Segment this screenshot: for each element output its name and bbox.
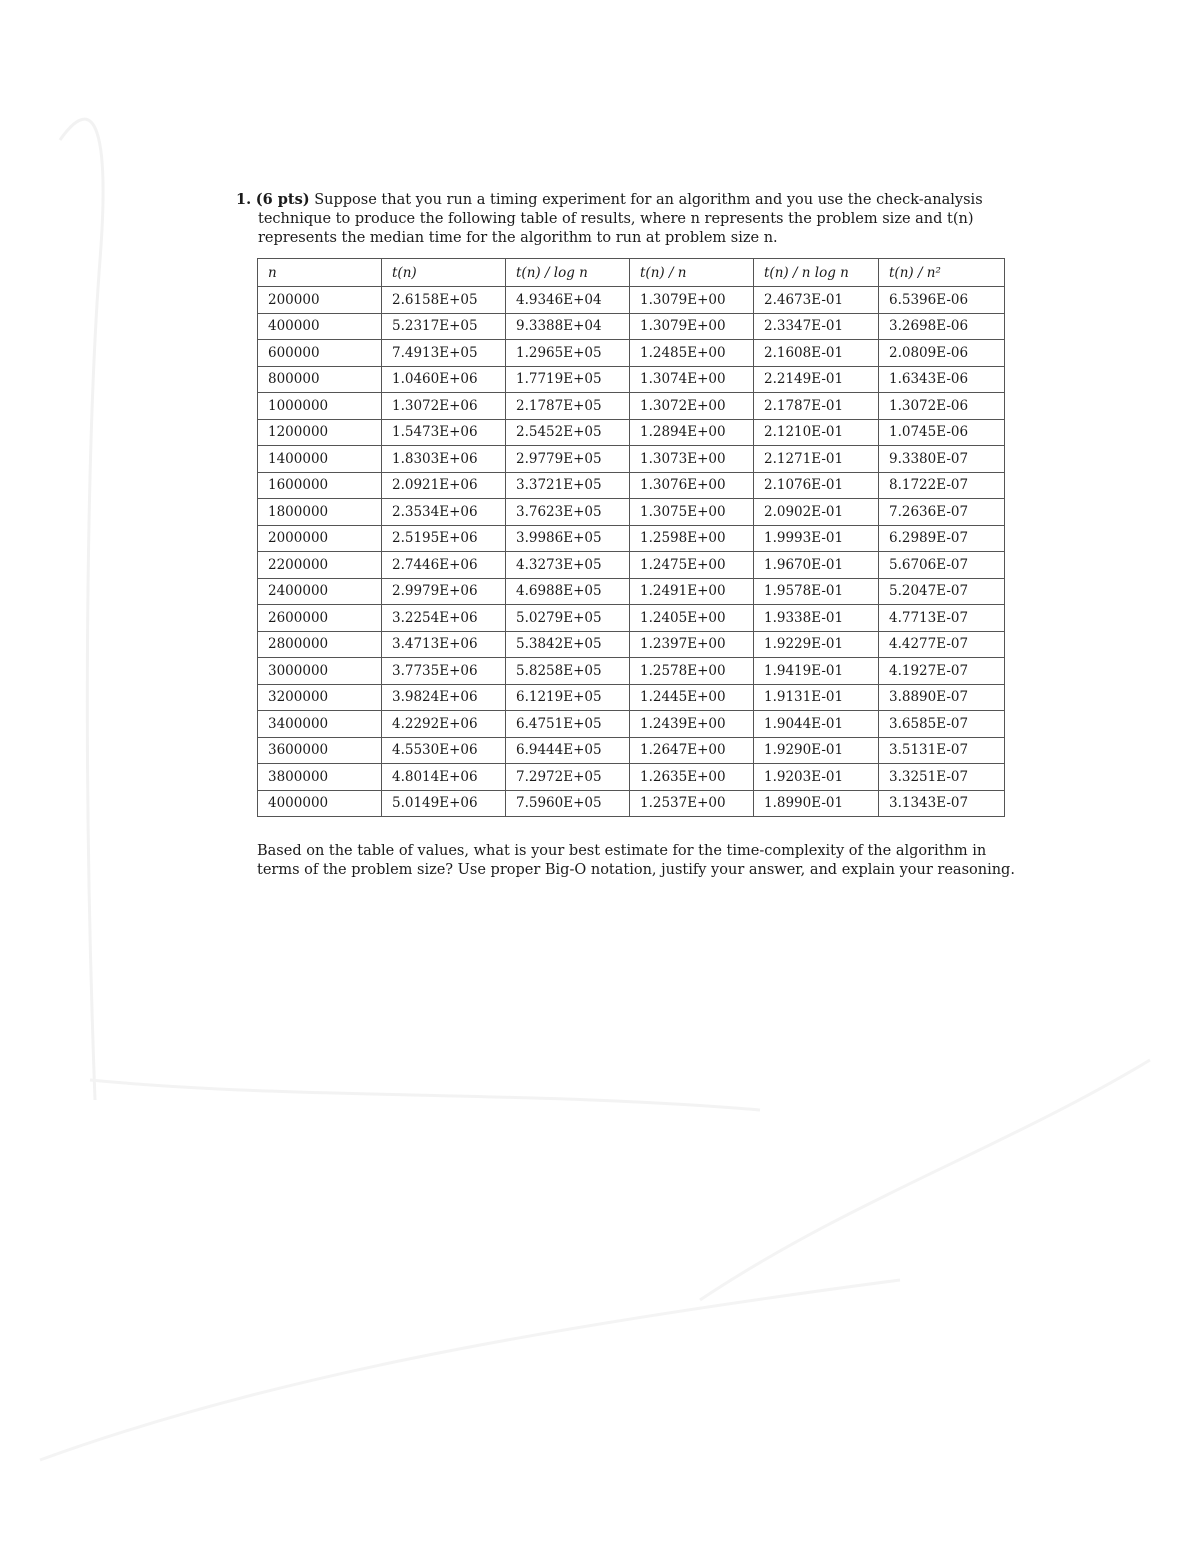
table-cell: 1.5473E+06: [382, 419, 506, 446]
table-cell: 1.9338E-01: [754, 605, 879, 632]
table-cell: 5.2047E-07: [879, 578, 1005, 605]
table-cell: 1.9419E-01: [754, 658, 879, 685]
header-tn-logn: t(n) / log n: [506, 259, 630, 287]
table-cell: 3.1343E-07: [879, 790, 1005, 817]
table-cell: 7.2636E-07: [879, 499, 1005, 526]
table-cell: 3.3251E-07: [879, 764, 1005, 791]
table-row: [258, 313, 1005, 340]
table-cell: 1.8990E-01: [754, 790, 879, 817]
table-cell: 1.2965E+05: [506, 340, 630, 367]
table-cell: 1.9131E-01: [754, 684, 879, 711]
table-cell: 4.5530E+06: [382, 737, 506, 764]
table-cell: 1.9993E-01: [754, 525, 879, 552]
table-cell: 1.3072E-06: [879, 393, 1005, 420]
table-cell: 4.3273E+05: [506, 552, 630, 579]
table-header-row: [258, 259, 1005, 287]
table-row: [258, 472, 1005, 499]
table-cell: 1.7719E+05: [506, 366, 630, 393]
results-table: [257, 258, 1005, 817]
table-cell: 6.1219E+05: [506, 684, 630, 711]
table-cell: 1.9290E-01: [754, 737, 879, 764]
table-cell: 4000000: [258, 790, 382, 817]
table-cell: 3.9986E+05: [506, 525, 630, 552]
question-number: 1.: [236, 191, 252, 208]
table-cell: 1.3073E+00: [630, 446, 754, 473]
table-cell: 400000: [258, 313, 382, 340]
table-cell: 5.3842E+05: [506, 631, 630, 658]
table-cell: 6.4751E+05: [506, 711, 630, 738]
table-cell: 9.3380E-07: [879, 446, 1005, 473]
table-cell: 1.2397E+00: [630, 631, 754, 658]
table-cell: 3.5131E-07: [879, 737, 1005, 764]
table-cell: 600000: [258, 340, 382, 367]
table-cell: 3800000: [258, 764, 382, 791]
table-row: [258, 737, 1005, 764]
table-cell: 2.3534E+06: [382, 499, 506, 526]
table-cell: 4.8014E+06: [382, 764, 506, 791]
table-cell: 1.2578E+00: [630, 658, 754, 685]
table-row: [258, 684, 1005, 711]
table-row: [258, 366, 1005, 393]
question-text: Suppose that you run a timing experiment for an algorithm and you use the check-analysis technique to produce the following table of results, where n represents the problem size and t(n) represents the median time for the algorithm to run at problem size n.: [258, 192, 983, 246]
table-cell: 2.1787E-01: [754, 393, 879, 420]
table-cell: 1000000: [258, 393, 382, 420]
header-tn-n: t(n) / n: [630, 259, 754, 287]
table-cell: 3.2254E+06: [382, 605, 506, 632]
table-cell: 6.2989E-07: [879, 525, 1005, 552]
table-cell: 2.1608E-01: [754, 340, 879, 367]
table-cell: 2.1210E-01: [754, 419, 879, 446]
table-cell: 4.1927E-07: [879, 658, 1005, 685]
table-cell: 3000000: [258, 658, 382, 685]
table-cell: 1.3079E+00: [630, 287, 754, 314]
table-cell: 5.8258E+05: [506, 658, 630, 685]
table-cell: 2.9779E+05: [506, 446, 630, 473]
table-row: [258, 711, 1005, 738]
table-cell: 3.6585E-07: [879, 711, 1005, 738]
table-cell: 1.9578E-01: [754, 578, 879, 605]
table-cell: 1.9044E-01: [754, 711, 879, 738]
table-cell: 1.3072E+00: [630, 393, 754, 420]
table-cell: 1.2475E+00: [630, 552, 754, 579]
table-cell: 3.4713E+06: [382, 631, 506, 658]
table-cell: 2800000: [258, 631, 382, 658]
table-row: [258, 552, 1005, 579]
table-cell: 4.9346E+04: [506, 287, 630, 314]
table-row: [258, 525, 1005, 552]
table-cell: 1.9670E-01: [754, 552, 879, 579]
results-table-container: [257, 258, 1004, 817]
header-tn-n2: t(n) / n²: [879, 259, 1005, 287]
table-cell: 1.3079E+00: [630, 313, 754, 340]
table-cell: 4.7713E-07: [879, 605, 1005, 632]
table-cell: 3400000: [258, 711, 382, 738]
table-row: [258, 499, 1005, 526]
table-cell: 1.2445E+00: [630, 684, 754, 711]
table-cell: 2.9979E+06: [382, 578, 506, 605]
table-row: [258, 764, 1005, 791]
table-cell: 3600000: [258, 737, 382, 764]
question-1: [236, 190, 1016, 248]
table-cell: 2.2149E-01: [754, 366, 879, 393]
table-cell: 2600000: [258, 605, 382, 632]
question-points: (6 pts): [255, 191, 310, 208]
table-cell: 7.2972E+05: [506, 764, 630, 791]
table-cell: 1.3076E+00: [630, 472, 754, 499]
table-cell: 1400000: [258, 446, 382, 473]
table-cell: 1.2491E+00: [630, 578, 754, 605]
table-cell: 1.2635E+00: [630, 764, 754, 791]
table-cell: 5.6706E-07: [879, 552, 1005, 579]
table-row: [258, 790, 1005, 817]
table-cell: 5.2317E+05: [382, 313, 506, 340]
table-row: [258, 578, 1005, 605]
table-cell: 2.7446E+06: [382, 552, 506, 579]
table-cell: 2000000: [258, 525, 382, 552]
table-cell: 9.3388E+04: [506, 313, 630, 340]
table-row: [258, 340, 1005, 367]
table-cell: 2.1076E-01: [754, 472, 879, 499]
table-cell: 1.2405E+00: [630, 605, 754, 632]
table-row: [258, 446, 1005, 473]
table-cell: 3.8890E-07: [879, 684, 1005, 711]
table-cell: 1.9203E-01: [754, 764, 879, 791]
table-cell: 2200000: [258, 552, 382, 579]
table-cell: 800000: [258, 366, 382, 393]
table-cell: 6.9444E+05: [506, 737, 630, 764]
table-cell: 3.9824E+06: [382, 684, 506, 711]
table-cell: 3.7735E+06: [382, 658, 506, 685]
table-row: [258, 658, 1005, 685]
table-body: [258, 287, 1005, 817]
table-cell: 4.4277E-07: [879, 631, 1005, 658]
table-cell: 7.4913E+05: [382, 340, 506, 367]
table-cell: 5.0279E+05: [506, 605, 630, 632]
table-cell: 1.2439E+00: [630, 711, 754, 738]
table-cell: 1600000: [258, 472, 382, 499]
table-cell: 1800000: [258, 499, 382, 526]
table-cell: 7.5960E+05: [506, 790, 630, 817]
table-cell: 1.2894E+00: [630, 419, 754, 446]
table-row: [258, 419, 1005, 446]
table-cell: 2.6158E+05: [382, 287, 506, 314]
table-cell: 2.5195E+06: [382, 525, 506, 552]
table-cell: 1.3074E+00: [630, 366, 754, 393]
table-cell: 2.3347E-01: [754, 313, 879, 340]
table-cell: 1200000: [258, 419, 382, 446]
table-cell: 1.2598E+00: [630, 525, 754, 552]
table-cell: 2400000: [258, 578, 382, 605]
table-cell: 5.0149E+06: [382, 790, 506, 817]
table-row: [258, 287, 1005, 314]
table-cell: 1.2537E+00: [630, 790, 754, 817]
table-cell: 6.5396E-06: [879, 287, 1005, 314]
table-cell: 1.6343E-06: [879, 366, 1005, 393]
table-cell: 1.3072E+06: [382, 393, 506, 420]
table-cell: 1.3075E+00: [630, 499, 754, 526]
table-row: [258, 393, 1005, 420]
table-cell: 1.9229E-01: [754, 631, 879, 658]
table-cell: 200000: [258, 287, 382, 314]
header-tn: t(n): [382, 259, 506, 287]
table-cell: 3.3721E+05: [506, 472, 630, 499]
table-cell: 2.0902E-01: [754, 499, 879, 526]
table-cell: 4.2292E+06: [382, 711, 506, 738]
table-row: [258, 605, 1005, 632]
table-cell: 3.7623E+05: [506, 499, 630, 526]
table-cell: 3.2698E-06: [879, 313, 1005, 340]
table-cell: 4.6988E+05: [506, 578, 630, 605]
followup-question: Based on the table of values, what is your best estimate for the time-complexity of the algorithm in terms of the problem size? Use proper Big-O notation, justify your answer, and explain your reasoning.: [257, 843, 1015, 878]
table-cell: 2.5452E+05: [506, 419, 630, 446]
header-tn-nlogn: t(n) / n log n: [754, 259, 879, 287]
header-n: n: [258, 259, 382, 287]
question-body: [236, 190, 1016, 248]
table-cell: 2.1271E-01: [754, 446, 879, 473]
table-cell: 2.4673E-01: [754, 287, 879, 314]
table-cell: 1.2485E+00: [630, 340, 754, 367]
table-cell: 2.0809E-06: [879, 340, 1005, 367]
table-cell: 8.1722E-07: [879, 472, 1005, 499]
table-cell: 1.0745E-06: [879, 419, 1005, 446]
table-cell: 2.1787E+05: [506, 393, 630, 420]
table-cell: 2.0921E+06: [382, 472, 506, 499]
table-cell: 3200000: [258, 684, 382, 711]
table-row: [258, 631, 1005, 658]
table-cell: 1.0460E+06: [382, 366, 506, 393]
table-cell: 1.8303E+06: [382, 446, 506, 473]
table-cell: 1.2647E+00: [630, 737, 754, 764]
